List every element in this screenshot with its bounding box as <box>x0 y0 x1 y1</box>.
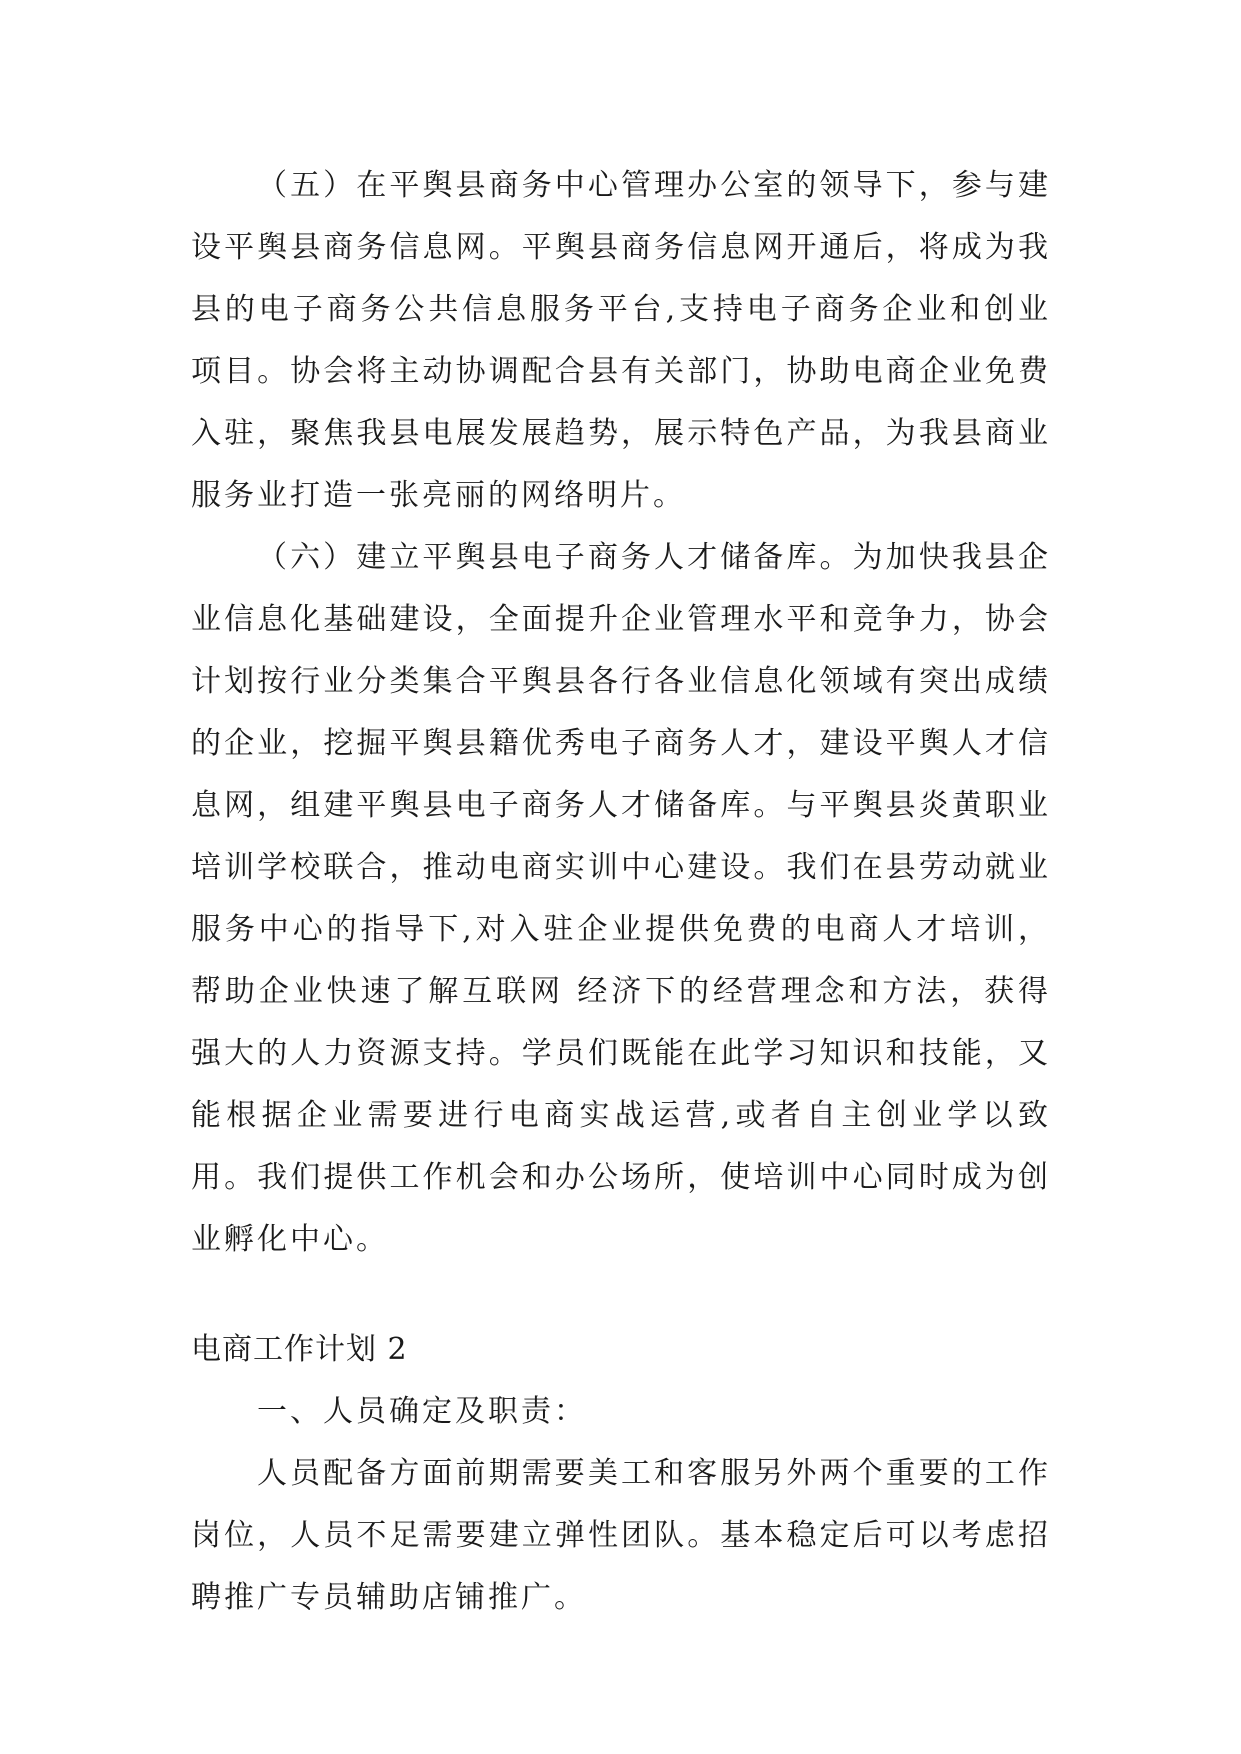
subheading-personnel: 一、人员确定及职责： <box>257 1394 587 1429</box>
paragraph-five: （五）在平舆县商务中心管理办公室的领导下，参与建设平舆县商务信息网。平舆县商务信息网开通后，将成为我县的电子商务公共信息服务平台,支持电子商务企业和创业项目。协会将主动协调配合县有关部门，协助电商企业免费入驻，聚焦我县电展发展趋势，展示特色产品，为我县商业服务业打造一张亮丽的网络明片。 <box>191 168 1051 513</box>
section-gap <box>191 1271 1051 1319</box>
document-page <box>191 155 1051 1629</box>
paragraph-six: （六）建立平舆县电子商务人才储备库。为加快我县企业信息化基础建设，全面提升企业管理水平和竞争力，协会计划按行业分类集合平舆县各行各业信息化领域有突出成绩的企业，挖掘平舆县籍优秀电子商务人才，建设平舆人才信息网，组建平舆县电子商务人才储备库。与平舆县炎黄职业培训学校联合，推动电商实训中心建设。我们在县劳动就业服务中心的指导下,对入驻企业提供免费的电商人才培训，帮助企业快速了解互联网 经济下的经营理念和方法，获得强大的人力资源支持。学员们既能在此学习知识和技能，又能根据企业需要进行电商实战运营,或者自主创业学以致用。我们提供工作机会和办公场所，使培训中心同时成为创业孵化中心。 <box>191 540 1051 1257</box>
paragraph-staffing: 人员配备方面前期需要美工和客服另外两个重要的工作岗位，人员不足需要建立弹性团队。基本稳定后可以考虑招聘推广专员辅助店铺推广。 <box>191 1456 1051 1615</box>
section-title: 电商工作计划 2 <box>191 1332 408 1367</box>
